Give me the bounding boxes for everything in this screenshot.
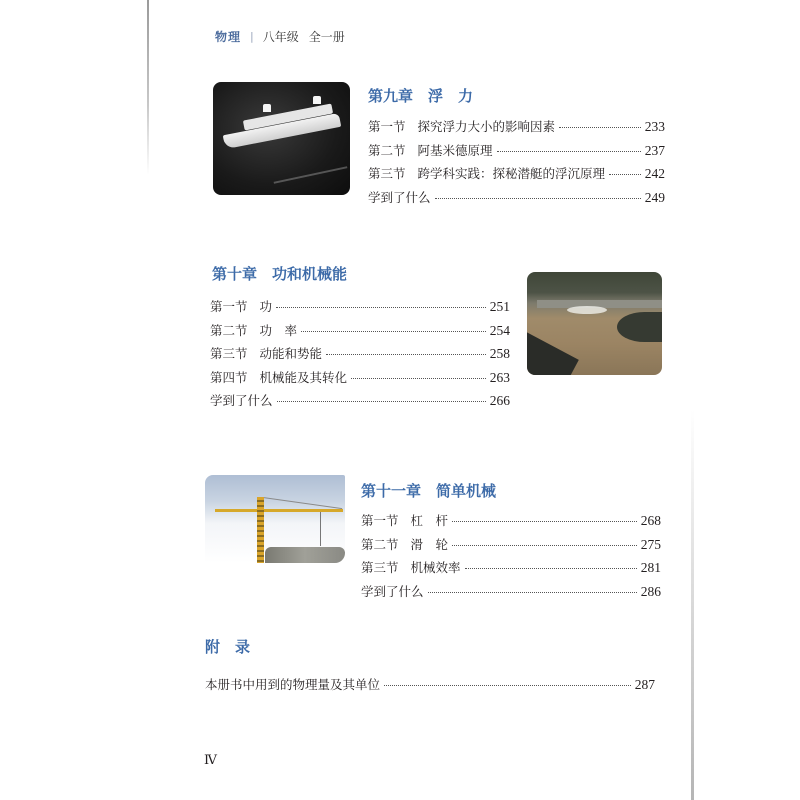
chapter-10-toc [210, 297, 510, 415]
section-number: 第三节 [210, 346, 248, 361]
section-title: 探究浮力大小的影响因素 [417, 119, 556, 134]
ship-wake [274, 166, 348, 184]
running-head-subject: 物理 [215, 29, 242, 44]
toc-entry[interactable] [361, 582, 661, 606]
river-bank-right [617, 312, 662, 342]
toc-entry[interactable] [210, 297, 510, 321]
page-number: 281 [640, 560, 661, 575]
cruise-ship-photo [213, 82, 350, 195]
river-bank-left [527, 327, 579, 375]
section-title: 跨学科实践：探秘潜艇的浮沉原理 [417, 166, 606, 181]
section-number: 第一节 [368, 119, 406, 134]
page-number: 286 [640, 583, 661, 599]
crane-jib [215, 509, 343, 512]
page-number: 233 [644, 119, 665, 134]
section-title: 学到了什么 [368, 189, 431, 205]
section-title: 本册书中用到的物理量及其单位 [205, 677, 381, 692]
dam-spray [567, 306, 607, 314]
section-number: 第一节 [210, 299, 248, 314]
section-title: 学到了什么 [361, 583, 424, 599]
section-number: 第二节 [368, 142, 406, 158]
section-number: 第二节 [361, 536, 399, 552]
toc-entry[interactable] [210, 344, 510, 368]
dot-leader [559, 127, 641, 128]
page-number: 242 [644, 166, 665, 181]
toc-entry[interactable] [210, 391, 510, 415]
appendix-title[interactable]: 附 录 [205, 638, 251, 656]
chapter-11-toc [361, 511, 661, 605]
toc-entry[interactable] [205, 675, 655, 699]
crane-buildings [265, 547, 345, 563]
section-number: 第四节 [210, 369, 248, 385]
dot-leader [384, 685, 631, 686]
section-title: 杠 杆 [410, 513, 449, 528]
toc-entry[interactable] [368, 188, 665, 212]
dot-leader [452, 545, 637, 546]
chapter-9-title[interactable]: 第九章 浮 力 [368, 87, 474, 105]
chapter-9-toc [368, 117, 665, 211]
section-number: 第三节 [368, 166, 406, 181]
dot-leader [465, 568, 637, 569]
tower-crane-photo [205, 475, 345, 563]
ship-funnel [313, 96, 321, 104]
toc-entry[interactable] [368, 117, 665, 141]
toc-entry[interactable] [361, 535, 661, 559]
running-head-separator: | [250, 29, 254, 43]
dot-leader [277, 401, 486, 402]
chapter-11-title[interactable]: 第十一章 简单机械 [361, 482, 497, 500]
ship-funnel [263, 104, 271, 112]
section-title: 学到了什么 [210, 393, 273, 408]
dot-leader [351, 378, 486, 379]
dot-leader [326, 354, 486, 355]
toc-entry[interactable] [368, 141, 665, 165]
toc-entry[interactable] [210, 321, 510, 345]
hydroelectric-dam-photo [527, 272, 662, 375]
running-head-volume: 全一册 [308, 29, 345, 44]
toc-entry[interactable] [368, 164, 665, 188]
page-number: 263 [489, 369, 510, 385]
running-head-grade: 八年级 [262, 29, 299, 44]
page-number: 251 [489, 299, 510, 314]
running-head [215, 26, 345, 46]
section-title: 滑 轮 [410, 536, 449, 552]
toc-entry[interactable] [361, 558, 661, 582]
toc-entry[interactable] [210, 368, 510, 392]
crane-hook [320, 512, 321, 546]
dot-leader [428, 592, 637, 593]
page-number: 268 [640, 513, 661, 528]
section-number: 第二节 [210, 322, 248, 338]
dot-leader [435, 198, 641, 199]
section-title: 机械效率 [410, 560, 461, 575]
section-title: 阿基米德原理 [417, 142, 493, 158]
section-title: 功 率 [259, 322, 298, 338]
folio: Ⅳ [204, 752, 217, 767]
section-title: 机械能及其转化 [259, 369, 348, 385]
page-number: 275 [640, 536, 661, 552]
page-number: 237 [644, 142, 665, 158]
appendix-toc [205, 675, 655, 699]
section-title: 动能和势能 [259, 346, 323, 361]
page-edge-right [691, 410, 694, 800]
section-title: 功 [259, 299, 273, 314]
section-number: 第一节 [361, 513, 399, 528]
page-edge-left [147, 0, 149, 175]
crane-mast [257, 497, 264, 563]
crane-cable [263, 497, 342, 509]
page-number: 254 [489, 322, 510, 338]
page-number: 249 [644, 189, 665, 205]
chapter-10-title[interactable]: 第十章 功和机械能 [212, 265, 348, 283]
page-number: 258 [489, 346, 510, 361]
dot-leader [609, 174, 641, 175]
toc-entry[interactable] [361, 511, 661, 535]
dot-leader [497, 151, 641, 152]
dot-leader [276, 307, 486, 308]
dot-leader [452, 521, 637, 522]
page-number: 287 [634, 677, 655, 692]
dot-leader [301, 331, 486, 332]
page-number: 266 [489, 393, 510, 408]
section-number: 第三节 [361, 560, 399, 575]
